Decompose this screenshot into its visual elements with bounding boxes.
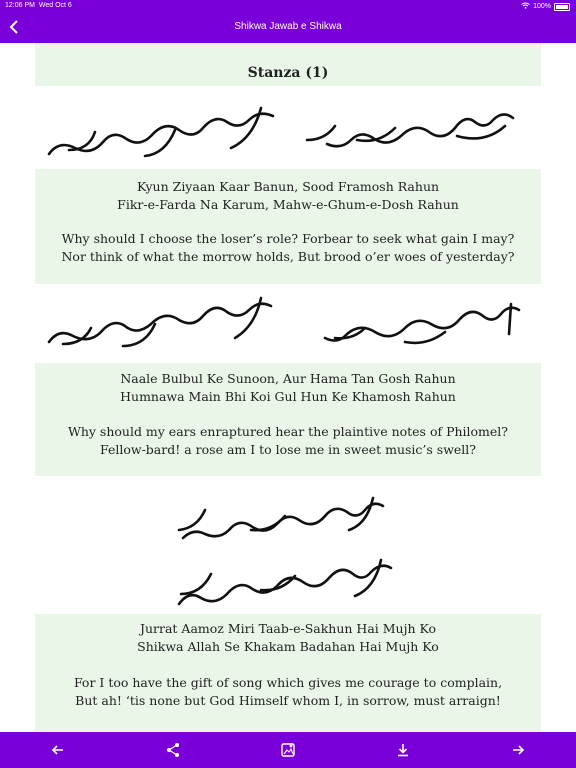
translation-line: Nor think of what the morrow holds, But brood o’er woes of yesterday? bbox=[61, 249, 515, 264]
status-bar bbox=[0, 0, 576, 12]
transliteration-line: Fikr-e-Farda Na Karum, Mahw-e-Ghum-e-Dosh Rahun bbox=[117, 197, 459, 212]
battery-icon bbox=[554, 3, 570, 11]
stanza-content[interactable] bbox=[35, 43, 541, 732]
translation-3 bbox=[35, 674, 541, 710]
transliteration-2 bbox=[35, 370, 541, 406]
transliteration-3 bbox=[35, 620, 541, 656]
bottom-toolbar bbox=[0, 732, 576, 768]
translation-1 bbox=[35, 230, 541, 266]
arrow-right-icon bbox=[509, 741, 527, 759]
transliteration-line: Shikwa Allah Se Khakam Badahan Hai Mujh Ko bbox=[137, 639, 439, 654]
translation-2 bbox=[35, 423, 541, 459]
transliteration-1 bbox=[35, 178, 541, 214]
transliteration-line: Kyun Ziyaan Kaar Banun, Sood Framosh Rahun bbox=[136, 179, 440, 194]
urdu-calligraphy-image-1 bbox=[35, 86, 541, 169]
app-bar bbox=[0, 12, 576, 43]
translation-line: Why should my ears enraptured hear the plaintive notes of Philomel? bbox=[67, 424, 509, 439]
next-button[interactable] bbox=[509, 741, 527, 759]
transliteration-line: Naale Bulbul Ke Sunoon, Aur Hama Tan Gosh Rahun bbox=[120, 371, 456, 386]
image-save-icon bbox=[279, 741, 297, 759]
stanza-title: Stanza (1) bbox=[247, 65, 329, 81]
translation-line: Why should I choose the loser’s role? Forbear to seek what gain I may? bbox=[61, 231, 515, 246]
translation-line: Fellow-bard! a rose am I to lose me in sweet music’s swell? bbox=[99, 442, 477, 457]
status-time: 12:06 PM Wed Oct 6 bbox=[5, 2, 72, 9]
previous-button[interactable] bbox=[49, 741, 67, 759]
share-icon bbox=[164, 741, 182, 759]
battery-text: 100% bbox=[533, 3, 551, 10]
status-right bbox=[521, 2, 570, 11]
urdu-calligraphy-image-3 bbox=[35, 476, 541, 614]
transliteration-line: Humnawa Main Bhi Koi Gul Hun Ke Khamosh Rahun bbox=[120, 389, 456, 404]
share-button[interactable] bbox=[164, 741, 182, 759]
app-title: Shikwa Jawab e Shikwa bbox=[234, 21, 342, 32]
translation-line: But ah! ‘tis none but God Himself whom I, in sorrow, must arraign! bbox=[75, 693, 501, 708]
urdu-calligraphy-image-2 bbox=[35, 284, 541, 363]
arrow-left-icon bbox=[49, 741, 67, 759]
download-button[interactable] bbox=[394, 741, 412, 759]
wifi-icon bbox=[521, 2, 530, 11]
download-icon bbox=[394, 741, 412, 759]
transliteration-line: Jurrat Aamoz Miri Taab-e-Sakhun Hai Mujh Ko bbox=[139, 621, 437, 636]
translation-line: For I too have the gift of song which gives me courage to complain, bbox=[73, 675, 503, 690]
save-image-button[interactable] bbox=[279, 741, 297, 759]
